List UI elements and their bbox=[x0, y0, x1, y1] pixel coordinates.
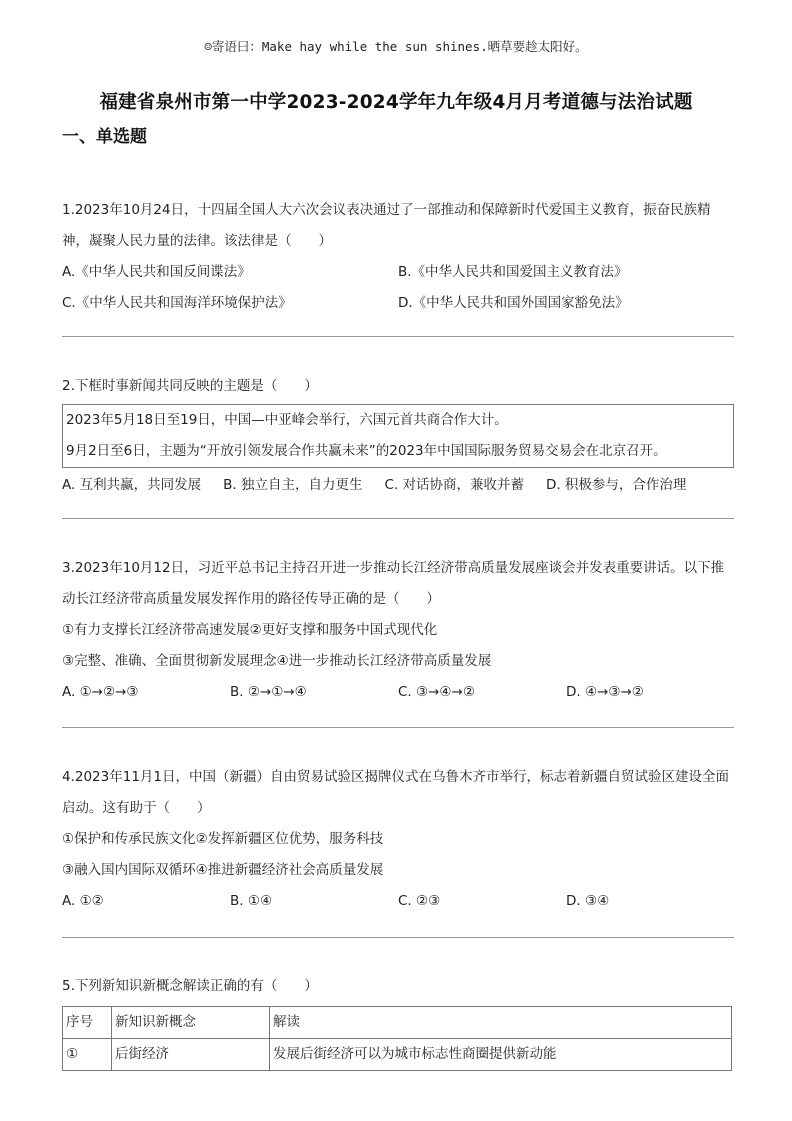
option-b[interactable]: B. 独立自主，自力更生 bbox=[223, 477, 363, 493]
news-box bbox=[62, 404, 734, 468]
divider bbox=[62, 937, 734, 938]
table-row bbox=[63, 1039, 732, 1071]
news-line-1: 2023年5月18日至19日，中国—中亚峰会举行，六国元首共商合作大计。 bbox=[66, 412, 508, 428]
option-c[interactable]: C. ②③ bbox=[398, 893, 441, 909]
question-stem: 2.下框时事新闻共同反映的主题是（ ） bbox=[62, 378, 318, 394]
option-a[interactable]: A. ①→②→③ bbox=[62, 684, 139, 700]
option-a[interactable]: A.《中华人民共和国反间谍法》 bbox=[62, 264, 251, 280]
divider bbox=[62, 336, 734, 337]
statement-line-1: ①保护和传承民族文化②发挥新疆区位优势，服务科技 bbox=[62, 831, 384, 847]
question-stem: 1.2023年10月24日，十四届全国人大六次会议表决通过了一部推动和保障新时代爱国主义教育，振奋民族精神，凝聚人民力量的法律。该法律是（ ） bbox=[62, 202, 711, 249]
option-c[interactable]: C. 对话协商，兼收并蓄 bbox=[384, 477, 524, 493]
question-1 bbox=[62, 195, 734, 319]
statement-line-1: ①有力支撑长江经济带高速发展②更好支撑和服务中国式现代化 bbox=[62, 622, 438, 638]
statement-line-2: ③融入国内国际双循环④推进新疆经济社会高质量发展 bbox=[62, 862, 384, 878]
option-a[interactable]: A. 互利共赢，共同发展 bbox=[62, 477, 202, 493]
option-d[interactable]: D.《中华人民共和国外国国家豁免法》 bbox=[398, 295, 629, 311]
option-b[interactable]: B.《中华人民共和国爱国主义教育法》 bbox=[398, 264, 628, 280]
option-b[interactable]: B. ①④ bbox=[230, 893, 273, 909]
statement-line-2: ③完整、准确、全面贯彻新发展理念④进一步推动长江经济带高质量发展 bbox=[62, 653, 492, 669]
concept-table bbox=[62, 1006, 732, 1071]
table-cell: ① bbox=[63, 1039, 112, 1071]
header-cell: 新知识新概念 bbox=[112, 1007, 270, 1039]
option-d[interactable]: D. 积极参与，合作治理 bbox=[545, 477, 687, 493]
question-2 bbox=[62, 371, 734, 501]
options-list bbox=[62, 677, 734, 708]
table-header-row bbox=[63, 1007, 732, 1039]
header-cell: 序号 bbox=[63, 1007, 112, 1039]
question-5 bbox=[62, 971, 734, 1071]
options-list bbox=[62, 470, 734, 501]
header-cell: 解读 bbox=[270, 1007, 732, 1039]
news-line-2: 9月2日至6日，主题为“开放引领发展合作共赢未来”的2023年中国国际服务贸易交易会在北京召开。 bbox=[66, 443, 667, 459]
option-b[interactable]: B. ②→①→④ bbox=[230, 684, 307, 700]
divider bbox=[62, 518, 734, 519]
option-d[interactable]: D. ④→③→② bbox=[566, 684, 644, 700]
divider bbox=[62, 727, 734, 728]
page-title: 福建省泉州市第一中学2023-2024学年九年级4月月考道德与法治试题 bbox=[99, 92, 693, 113]
option-a[interactable]: A. ①② bbox=[62, 893, 104, 909]
option-c[interactable]: C.《中华人民共和国海洋环境保护法》 bbox=[62, 295, 292, 311]
table-cell: 后街经济 bbox=[112, 1039, 270, 1071]
table-cell: 发展后街经济可以为城市标志性商圈提供新动能 bbox=[270, 1039, 732, 1071]
options-list bbox=[62, 257, 734, 319]
question-stem: 5.下列新知识新概念解读正确的有（ ） bbox=[62, 978, 318, 994]
options-list bbox=[62, 886, 734, 917]
question-stem: 4.2023年11月1日，中国（新疆）自由贸易试验区揭牌仪式在乌鲁木齐市举行，标志着新疆自贸试验区建设全面启动。这有助于（ ） bbox=[62, 769, 730, 816]
question-4 bbox=[62, 762, 734, 917]
motto-line: ☺寄语曰：Make hay while the sun shines.晒草要趁太阳好。 bbox=[204, 39, 588, 54]
section-heading: 一、单选题 bbox=[62, 127, 147, 147]
question-stem: 3.2023年10月12日，习近平总书记主持召开进一步推动长江经济带高质量发展座谈会并发表重要讲话。以下推动长江经济带高质量发展发挥作用的路径传导正确的是（ ） bbox=[62, 560, 725, 607]
question-3 bbox=[62, 553, 734, 708]
option-c[interactable]: C. ③→④→② bbox=[398, 684, 475, 700]
option-d[interactable]: D. ③④ bbox=[566, 893, 610, 909]
